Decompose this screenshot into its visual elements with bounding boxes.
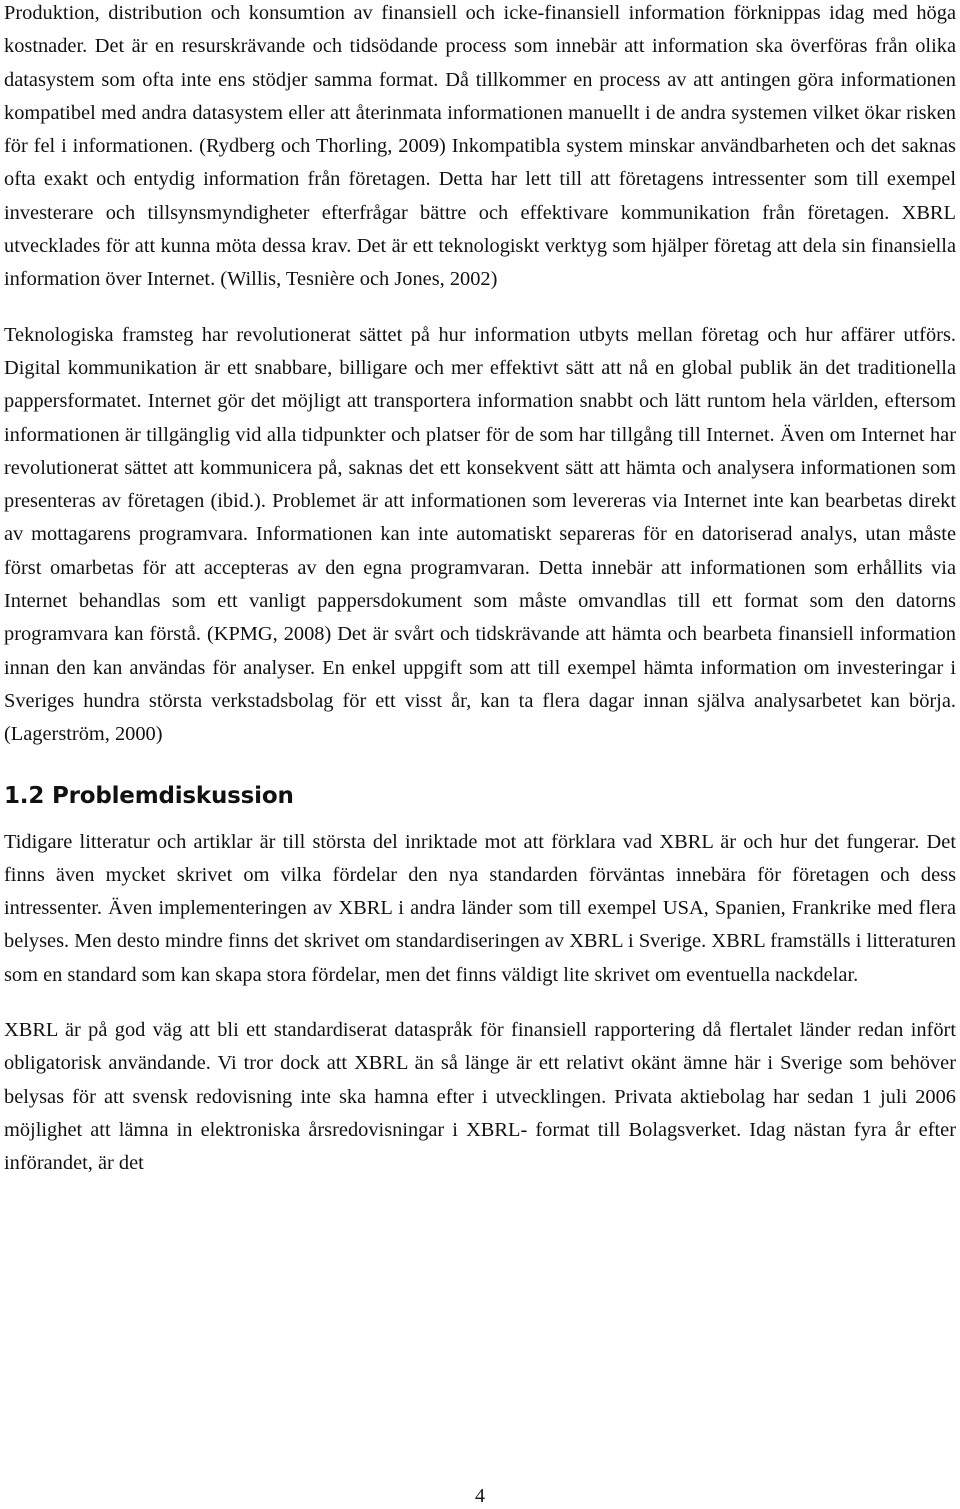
paragraph-gap xyxy=(4,297,956,319)
document-page xyxy=(4,0,956,1181)
body-paragraph-1: Produktion, distribution och konsumtion av finansiell och icke-finansiell information förknippas idag med höga kostnader. Det är en resurskrävande och tidsödande process som innebär att information ska överföras från olika datasystem som ofta inte ens stödjer samma format. Då tillkommer en process av att antingen göra informationen kompatibel med andra datasystem eller att återinmata informationen manuellt i de andra systemen vilket ökar risken för fel i informationen. (Rydberg och Thorling, 2009) Inkompatibla system minskar användbarheten och det saknas ofta exakt och entydig information från företagen. Detta har lett till att företagens intressenter som till exempel investerare och tillsynsmyndigheter efterfrågar bättre och effektivare kommunikation från företagen. XBRL utvecklades för att kunna möta dessa krav. Det är ett teknologiskt verktyg som hjälper företag att dela sin finansiella information över Internet. (Willis, Tesnière och Jones, 2002) xyxy=(4,2,956,291)
section-paragraph-2: XBRL är på god väg att bli ett standardiserat dataspråk för finansiell rapportering då flertalet länder redan infört obligatorisk användande. Vi tror dock att XBRL än så länge är ett relativt okänt ämne här i Sverige som behöver belysas för att svensk redovisning inte ska hamna efter i utvecklingen. Privata aktiebolag har sedan 1 juli 2006 möjlighet att lämna in elektroniska årsredovisningar i XBRL- format till Bolagsverket. Idag nästan fyra år efter införandet, är det xyxy=(4,1019,956,1175)
paragraph-gap xyxy=(4,992,956,1014)
page-number: 4 xyxy=(475,1485,485,1507)
body-paragraph-2: Teknologiska framsteg har revolutionerat sättet på hur information utbyts mellan företag och hur affärer utförs. Digital kommunikation är ett snabbare, billigare och mer effektivt sätt att nå en global publik än det traditionella pappersformatet. Internet gör det möjligt att transportera information snabbt och lätt runtom hela världen, eftersom informationen är tillgänglig vid alla tidpunkter och platser för de som har tillgång till Internet. Även om Internet har revolutionerat sättet att kommunicera på, saknas det ett konsekvent sätt att hämta och analysera informationen som presenteras av företagen (ibid.). Problemet är att informationen som levereras via Internet inte kan bearbetas direkt av mottagarens programvara. Informationen kan inte automatiskt separeras för en datoriserad analys, utan måste först omarbetas för att accepteras av den egna programvaran. Detta innebär att informationen som erhållits via Internet behandlas som ett vanligt pappersdokument som måste omvandlas till ett format som den datorns programvara kan förstå. (KPMG, 2008) Det är svårt och tidskrävande att hämta och bearbeta finansiell information innan den kan användas för analyser. En enkel uppgift som att till exempel hämta information om investeringar i Sveriges hundra största verkstadsbolag för ett visst år, kan ta flera dagar innan själva analysarbetet kan börja. (Lagerström, 2000) xyxy=(4,323,956,746)
section-paragraph-1: Tidigare litteratur och artiklar är till största del inriktade mot att förklara vad XBRL är och hur det fungerar. Det finns även mycket skrivet om vilka fördelar den nya standarden förväntas innebära för företagen och dess intressenter. Även implementeringen av XBRL i andra länder som till exempel USA, Spanien, Frankrike med flera belyses. Men desto mindre finns det skrivet om standardiseringen av XBRL i Sverige. XBRL framställs i litteraturen som en standard som kan skapa stora fördelar, men det finns väldigt lite skrivet om eventuella nackdelar. xyxy=(4,830,956,986)
section-heading: 1.2 Problemdiskussion xyxy=(4,782,294,809)
